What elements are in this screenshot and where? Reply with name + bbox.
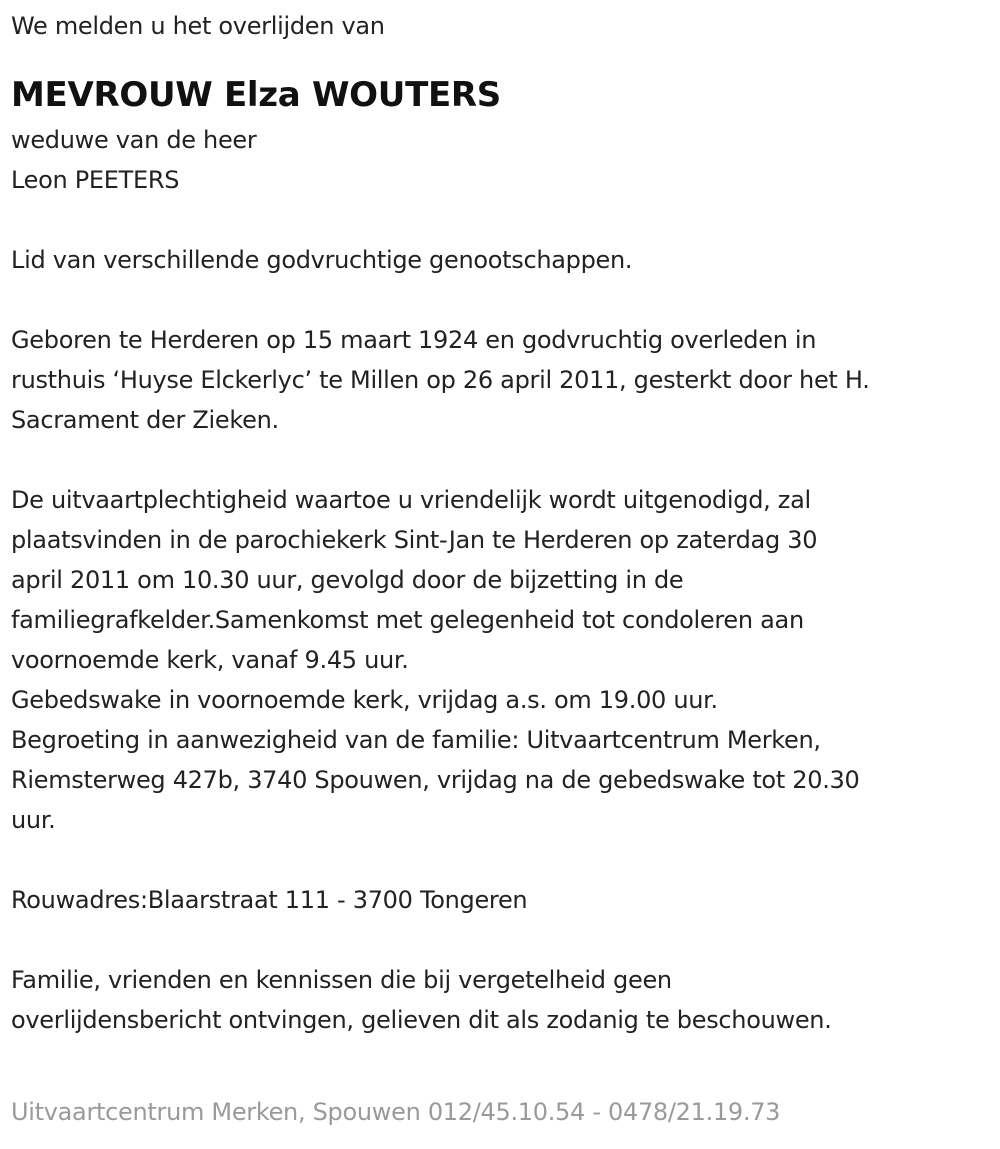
paragraph-line: Geboren te Herderen op 15 maart 1924 en godvruchtig overleden in — [11, 326, 817, 354]
paragraph-line: familiegrafkelder.Samenkomst met gelegenheid tot condoleren aan — [11, 606, 804, 634]
paragraph-line: uur. — [11, 806, 56, 834]
paragraph-line: De uitvaartplechtigheid waartoe u vriendelijk wordt uitgenodigd, zal — [11, 486, 811, 514]
funeral-home-footer: Uitvaartcentrum Merken, Spouwen 012/45.10.54 - 0478/21.19.73 — [11, 1098, 781, 1126]
paragraph-line: overlijdensbericht ontvingen, gelieven dit als zodanig te beschouwen. — [11, 1006, 832, 1034]
spacer — [11, 200, 991, 240]
death-notice — [11, 6, 991, 1040]
spacer — [11, 280, 991, 320]
paragraph-line: Familie, vrienden en kennissen die bij vergetelheid geen — [11, 966, 672, 994]
birth-death-paragraph — [11, 320, 991, 440]
paragraph-line: Riemsterweg 427b, 3740 Spouwen, vrijdag na de gebedswake tot 20.30 — [11, 766, 860, 794]
paragraph-line: Sacrament der Zieken. — [11, 406, 279, 434]
membership-text: Lid van verschillende godvruchtige genootschappen. — [11, 246, 633, 274]
family-paragraph — [11, 960, 991, 1040]
funeral-paragraph — [11, 480, 991, 840]
spouse-line-1: weduwe van de heer — [11, 126, 257, 154]
spacer — [11, 840, 991, 880]
paragraph-line: voornoemde kerk, vanaf 9.45 uur. — [11, 646, 409, 674]
spacer — [11, 920, 991, 960]
intro-text: We melden u het overlijden van — [11, 12, 385, 40]
paragraph-line: plaatsvinden in de parochiekerk Sint-Jan te Herderen op zaterdag 30 — [11, 526, 818, 554]
spacer — [11, 440, 991, 480]
deceased-name: MEVROUW Elza WOUTERS — [11, 75, 501, 115]
paragraph-line: Gebedswake in voornoemde kerk, vrijdag a.s. om 19.00 uur. — [11, 686, 718, 714]
spouse-line-2: Leon PEETERS — [11, 166, 180, 194]
paragraph-line: Begroeting in aanwezigheid van de familie: Uitvaartcentrum Merken, — [11, 726, 821, 754]
paragraph-line: april 2011 om 10.30 uur, gevolgd door de bijzetting in de — [11, 566, 684, 594]
mourning-address: Rouwadres:Blaarstraat 111 - 3700 Tongeren — [11, 886, 528, 914]
paragraph-line: rusthuis ‘Huyse Elckerlyc’ te Millen op 26 april 2011, gesterkt door het H. — [11, 366, 870, 394]
